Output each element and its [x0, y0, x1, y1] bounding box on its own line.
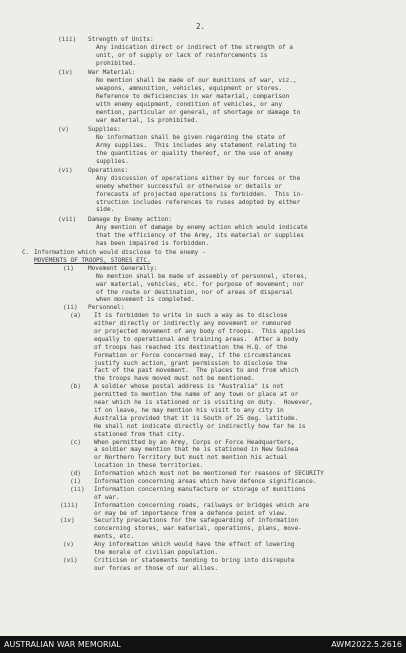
- text-line: [0, 336, 406, 344]
- item-text: if on leave, he may mention his visit to any city in: [94, 406, 284, 414]
- text-line: [0, 510, 406, 518]
- text-line: [0, 407, 406, 415]
- text-line: [0, 224, 406, 232]
- item-text: fact of the past movement. The places to and from which: [94, 367, 299, 375]
- text-line: [0, 517, 406, 525]
- item-text: Army supplies. This includes any statement relating to: [96, 141, 297, 149]
- text-line: [0, 265, 406, 273]
- text-line: [0, 85, 406, 93]
- item-label: (a): [70, 312, 81, 320]
- item-text: Formation or Force concerned may, if the circumstances: [94, 351, 291, 359]
- archive-footer: [0, 636, 406, 653]
- footer-institution: AUSTRALIAN WAR MEMORIAL: [4, 640, 121, 649]
- item-text: side.: [96, 206, 115, 214]
- item-text: war material, vehicles, etc. for purpose of movement; nor: [96, 280, 304, 288]
- item-text: either directly or indirectly any movement or rumoured: [94, 320, 291, 328]
- item-label: (i): [63, 264, 74, 272]
- item-text: enemy whether successful or otherwise or details or: [96, 182, 282, 190]
- text-line: [0, 383, 406, 391]
- item-label: (vii): [58, 215, 77, 223]
- page-number: 2.: [196, 22, 206, 31]
- item-text: Movement Generally:: [88, 264, 158, 272]
- text-line: [0, 240, 406, 248]
- text-line: [0, 257, 406, 265]
- text-line: [0, 134, 406, 142]
- text-line: [0, 502, 406, 510]
- item-label: C.: [22, 249, 30, 257]
- item-text: When permitted by an Army, Corps or Force Headquarters,: [94, 438, 295, 446]
- text-line: [0, 142, 406, 150]
- item-text: the morale of civilian population.: [94, 548, 218, 556]
- text-line: [0, 126, 406, 134]
- item-text: Information concerning roads, railways or bridges which are: [94, 501, 310, 509]
- text-line: [0, 36, 406, 44]
- item-text: Any discussion of operations either by our forces or the: [96, 174, 301, 182]
- item-text: the troops have moved must not be mentioned.: [94, 375, 255, 383]
- item-text: Information which would disclose to the enemy -: [34, 249, 206, 257]
- item-text: a soldier may mention that he is stationed in New Guinea: [94, 446, 299, 454]
- text-line: [0, 93, 406, 101]
- item-text: with enemy equipment, condition of vehicles, or any: [96, 100, 282, 108]
- text-line: [0, 249, 406, 257]
- item-text: Personnel:: [88, 304, 125, 312]
- text-line: [0, 549, 406, 557]
- text-line: [0, 439, 406, 447]
- text-line: [0, 77, 406, 85]
- text-line: [0, 60, 406, 68]
- text-line: [0, 446, 406, 454]
- text-line: [0, 312, 406, 320]
- text-line: [0, 431, 406, 439]
- text-line: [0, 541, 406, 549]
- document-body: [0, 36, 406, 573]
- text-line: [0, 109, 406, 117]
- item-label: (vi): [63, 556, 78, 564]
- item-text: He shall not indicate directly or indirectly how far he is: [94, 422, 306, 430]
- item-text: Any information which would have the effect of lowering: [94, 541, 295, 549]
- text-line: [0, 352, 406, 360]
- item-text: or Northern Territory but must not mention his actual: [94, 454, 288, 462]
- text-line: [0, 415, 406, 423]
- item-text: when movement is completed.: [96, 296, 195, 304]
- text-line: [0, 191, 406, 199]
- item-label: (vi): [58, 167, 73, 175]
- item-text: prohibited.: [96, 59, 137, 67]
- text-line: [0, 557, 406, 565]
- item-text: weapons, ammunition, vehicles, equipment or stores.: [96, 84, 282, 92]
- text-line: [0, 525, 406, 533]
- item-text: A soldier whose postal address is "Australia" is not: [94, 383, 284, 391]
- text-line: [0, 199, 406, 207]
- item-text: No mention shall be made of assembly of personnel, stores,: [96, 272, 308, 280]
- item-text: Any indication direct or indirect of the strength of a: [96, 43, 293, 51]
- item-text: forecasts of projected operations is forbidden. This in-: [96, 190, 304, 198]
- item-text: Australia provided that it is South of 25 deg. latitude.: [94, 414, 299, 422]
- item-label: (i): [70, 477, 81, 485]
- item-text: MOVEMENTS OF TROOPS, STORES ETC.: [34, 257, 151, 265]
- text-line: [0, 367, 406, 375]
- text-line: [0, 565, 406, 573]
- item-label: (iv): [60, 517, 75, 525]
- item-text: or may be of importance from a defence point of view.: [94, 509, 288, 517]
- text-line: [0, 470, 406, 478]
- item-text: justify such action, grant permission to disclose the: [94, 359, 288, 367]
- item-text: struction includes references to ruses adopted by either: [96, 198, 301, 206]
- item-text: unit, or of supply or lack of reinforcements is: [96, 51, 268, 59]
- item-text: Reference to deficiencies in war material, comparison: [96, 92, 290, 100]
- item-text: mention, particular or general, of shortage or damage to: [96, 108, 301, 116]
- text-line: [0, 328, 406, 336]
- item-text: has been impaired is forbidden.: [96, 239, 210, 247]
- item-text: our forces or those of our allies.: [94, 564, 218, 572]
- item-text: that the efficiency of the Army, its material or supplies: [96, 231, 304, 239]
- item-text: of troops has reached its destination the H.Q. of the: [94, 343, 288, 351]
- item-text: location in these territories.: [94, 462, 204, 470]
- text-line: [0, 533, 406, 541]
- text-line: [0, 158, 406, 166]
- text-line: [0, 296, 406, 304]
- item-text: No mention shall be made of our munitions of war, viz.,: [96, 77, 297, 85]
- text-line: [0, 391, 406, 399]
- item-label: (c): [70, 438, 81, 446]
- text-line: [0, 344, 406, 352]
- text-line: [0, 232, 406, 240]
- item-text: Information concerning manufacture or storage of munitions: [94, 485, 306, 493]
- text-line: [0, 399, 406, 407]
- text-line: [0, 289, 406, 297]
- text-line: [0, 281, 406, 289]
- item-text: near which he is stationed or is visiting on duty. However,: [94, 399, 313, 407]
- item-text: War Material:: [88, 69, 136, 77]
- text-line: [0, 69, 406, 77]
- text-line: [0, 44, 406, 52]
- item-label: (iii): [60, 501, 79, 509]
- item-label: (ii): [63, 304, 78, 312]
- text-line: [0, 101, 406, 109]
- item-text: Information concerning areas which have defence significance.: [94, 477, 317, 485]
- footer-accession-number: AWM2022.5.2616: [331, 640, 402, 649]
- text-line: [0, 375, 406, 383]
- item-text: permitted to mention the name of any town or place at or: [94, 391, 299, 399]
- item-text: Security precautions for the safeguarding of information: [94, 517, 299, 525]
- item-text: Criticism or statements tending to bring into disrepute: [94, 556, 295, 564]
- text-line: [0, 216, 406, 224]
- item-text: concerning stores, war material, operations, plans, move-: [94, 525, 302, 533]
- text-line: [0, 167, 406, 175]
- item-text: or projected movement of any body of troops. This applies: [94, 328, 306, 336]
- text-line: [0, 206, 406, 214]
- text-line: [0, 273, 406, 281]
- item-label: (iv): [58, 69, 73, 77]
- item-label: (ii): [70, 485, 85, 493]
- item-label: (d): [70, 470, 81, 478]
- text-line: [0, 486, 406, 494]
- text-line: [0, 462, 406, 470]
- item-text: stationed from that city.: [94, 430, 186, 438]
- text-line: [0, 454, 406, 462]
- item-label: (b): [70, 383, 81, 391]
- item-text: Supplies:: [88, 125, 121, 133]
- text-line: [0, 117, 406, 125]
- item-text: Any mention of damage by enemy action which would indicate: [96, 223, 308, 231]
- text-line: [0, 320, 406, 328]
- text-line: [0, 478, 406, 486]
- text-line: [0, 150, 406, 158]
- item-text: Operations:: [88, 167, 129, 175]
- item-text: It is forbidden to write in such a way as to disclose: [94, 312, 288, 320]
- text-line: [0, 52, 406, 60]
- item-text: supplies.: [96, 157, 129, 165]
- item-text: Information which must not be mentioned for reasons of SECURITY: [94, 470, 324, 478]
- item-text: No information shall be given regarding the state of: [96, 133, 286, 141]
- text-line: [0, 494, 406, 502]
- text-line: [0, 175, 406, 183]
- text-line: [0, 304, 406, 312]
- item-label: (v): [63, 541, 74, 549]
- text-line: [0, 183, 406, 191]
- item-text: ments, etc.: [94, 533, 135, 541]
- item-text: of the route or destination, nor of areas of dispersal: [96, 288, 293, 296]
- item-label: (v): [58, 125, 69, 133]
- item-text: equally to operational and training areas. After a body: [94, 335, 299, 343]
- text-line: [0, 423, 406, 431]
- text-line: [0, 360, 406, 368]
- item-label: (iii): [58, 36, 77, 43]
- item-text: war material, is prohibited.: [96, 116, 199, 124]
- item-text: Strength of Units:: [88, 36, 154, 43]
- item-text: of war.: [94, 493, 120, 501]
- item-text: Damage by Enemy action:: [88, 215, 172, 223]
- item-text: the quantities or quality thereof, or the use of enemy: [96, 149, 293, 157]
